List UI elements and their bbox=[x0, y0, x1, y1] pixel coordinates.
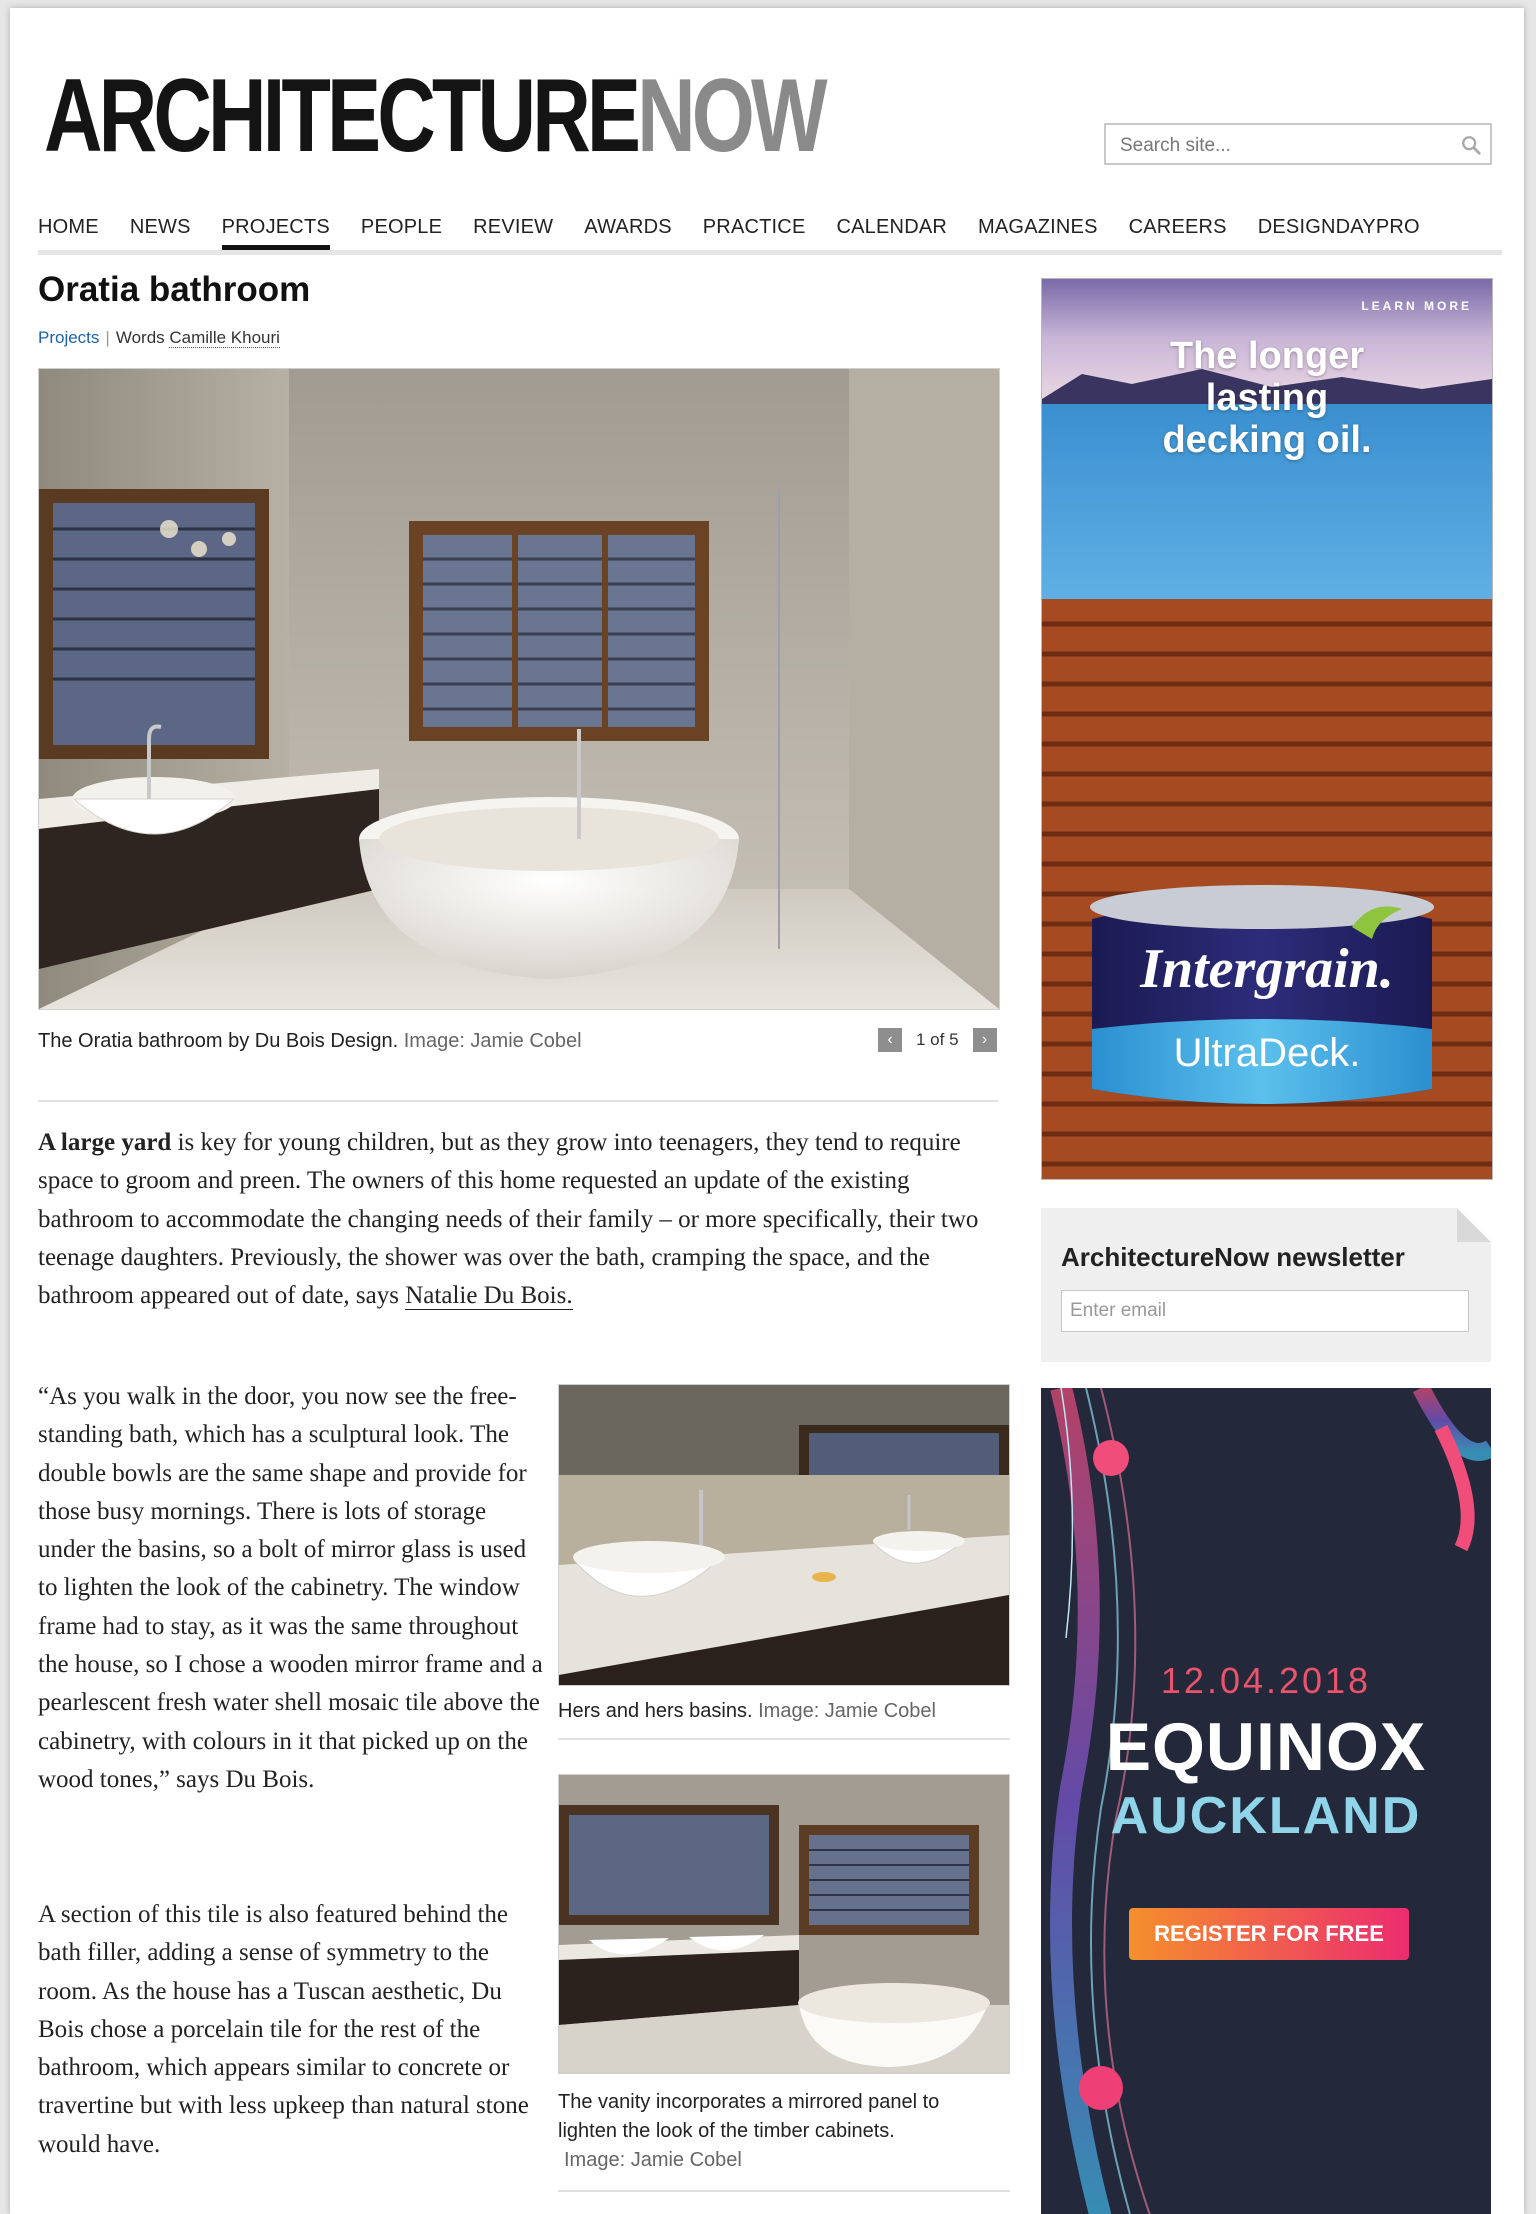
ad-headline bbox=[1042, 335, 1492, 461]
nav-magazines[interactable]: MAGAZINES bbox=[978, 216, 1098, 238]
lead-bold: A large yard bbox=[38, 1129, 172, 1156]
nav-projects[interactable]: PROJECTS bbox=[222, 216, 330, 245]
ad-brand-name: Intergrain. bbox=[1140, 938, 1394, 1000]
designer-link[interactable]: Natalie Du Bois. bbox=[405, 1282, 573, 1310]
register-button[interactable]: REGISTER FOR FREE bbox=[1129, 1908, 1409, 1960]
nav-review[interactable]: REVIEW bbox=[473, 216, 554, 238]
logo-primary: ARCHITECTURE bbox=[44, 58, 638, 174]
event-date: 12.04.2018 bbox=[1160, 1660, 1372, 1701]
nav-practice[interactable]: PRACTICE bbox=[702, 216, 806, 238]
page-fold-icon bbox=[1457, 1208, 1491, 1242]
caption-text: Hers and hers basins. bbox=[558, 1700, 753, 1722]
vanity-photo[interactable] bbox=[558, 1774, 1010, 2074]
vanity-photo-caption bbox=[558, 2088, 998, 2175]
words-label: Words bbox=[115, 328, 165, 347]
main-photo-caption bbox=[38, 1030, 582, 1053]
divider bbox=[558, 1738, 1010, 1740]
page bbox=[10, 8, 1524, 2214]
event-title: EQUINOX bbox=[1105, 1709, 1427, 1785]
search-box bbox=[1104, 123, 1492, 165]
next-arrow-icon[interactable]: › bbox=[973, 1028, 997, 1052]
body-paragraph: “As you walk in the door, you now see the free-standing bath, which has a sculptural look. The double bowls are the same shape and provide for those busy mornings. There is lots of storage under the basins, so a bolt of mirror glass is used to lighten the look of the cabinetry. The window frame had to stay, as it was the same throughout the house, so I chose a wooden mirror frame and a pearlescent fresh water shell mosaic tile above the cabinetry, with colours in it that picked up on the wood tones,” says Du Bois. bbox=[38, 1383, 543, 1793]
nav-designdaypro[interactable]: DESIGNDAYPRO bbox=[1257, 216, 1420, 238]
gallery-counter: 1 of 5 bbox=[916, 1030, 959, 1049]
logo-secondary: NOW bbox=[637, 58, 824, 174]
nav-awards[interactable]: AWARDS bbox=[584, 216, 672, 238]
nav-careers[interactable]: CAREERS bbox=[1128, 216, 1227, 238]
page-title: Oratia bathroom bbox=[38, 270, 311, 309]
lead-paragraph bbox=[38, 1124, 1004, 1315]
equinox-ad[interactable] bbox=[1041, 1388, 1491, 2214]
search-icon[interactable] bbox=[1460, 134, 1482, 156]
main-photo[interactable] bbox=[38, 368, 1000, 1010]
search-input[interactable] bbox=[1118, 133, 1442, 159]
ad-headline-line: decking oil. bbox=[1162, 419, 1372, 461]
category-link[interactable]: Projects bbox=[38, 328, 100, 347]
caption-text: The Oratia bathroom by Du Bois Design. bbox=[38, 1030, 399, 1052]
ad-headline-line: lasting bbox=[1205, 377, 1329, 419]
basins-photo-caption bbox=[558, 1700, 1008, 1723]
learn-more-link[interactable]: LEARN MORE bbox=[1361, 299, 1472, 313]
caption-text: The vanity incorporates a mirrored panel to lighten the look of the timber cabinets. bbox=[558, 2091, 940, 2142]
nav-home[interactable]: HOME bbox=[38, 216, 99, 238]
caption-credit: Image: Jamie Cobel bbox=[758, 1700, 936, 1722]
nav-calendar[interactable]: CALENDAR bbox=[836, 216, 948, 238]
gallery-nav bbox=[878, 1028, 997, 1052]
event-location: AUCKLAND bbox=[1110, 1787, 1422, 1845]
meta-separator: | bbox=[105, 328, 110, 347]
basins-photo[interactable] bbox=[558, 1384, 1010, 1686]
newsletter-title: ArchitectureNow newsletter bbox=[1061, 1242, 1405, 1272]
caption-credit: Image: Jamie Cobel bbox=[564, 2149, 742, 2171]
divider bbox=[558, 2190, 1010, 2192]
email-field[interactable] bbox=[1061, 1290, 1469, 1332]
author-link[interactable]: Camille Khouri bbox=[169, 328, 280, 347]
intergrain-ad[interactable] bbox=[1041, 278, 1493, 1180]
nav-people[interactable]: PEOPLE bbox=[360, 216, 443, 238]
prev-arrow-icon[interactable]: ‹ bbox=[878, 1028, 902, 1052]
site-logo[interactable] bbox=[44, 58, 824, 174]
newsletter-box bbox=[1041, 1208, 1491, 1362]
main-nav bbox=[38, 216, 1502, 255]
body-paragraph: A section of this tile is also featured behind the bath filler, adding a sense of symmetry to the room. As the house has a Tuscan aesthetic, Du Bois chose a porcelain tile for the rest of the bathroom, which appears similar to concrete or travertine but with less upkeep than natural stone would have. bbox=[38, 1901, 529, 2158]
lead-text: is key for young children, but as they grow into teenagers, they tend to require space to groom and preen. The owners of this home requested an update of the existing bathroom to accommodate the changing needs of their family – or more specifically, their two teenage daughters. Previously, the shower was over the bath, cramping the space, and the bathroom appeared out of date, says bbox=[38, 1129, 979, 1310]
nav-news[interactable]: NEWS bbox=[129, 216, 191, 238]
ad-product-name: UltraDeck. bbox=[1173, 1031, 1361, 1075]
divider bbox=[38, 1100, 998, 1102]
ad-headline-line: The longer bbox=[1169, 335, 1365, 377]
article-meta bbox=[38, 328, 280, 348]
caption-credit: Image: Jamie Cobel bbox=[403, 1030, 582, 1052]
